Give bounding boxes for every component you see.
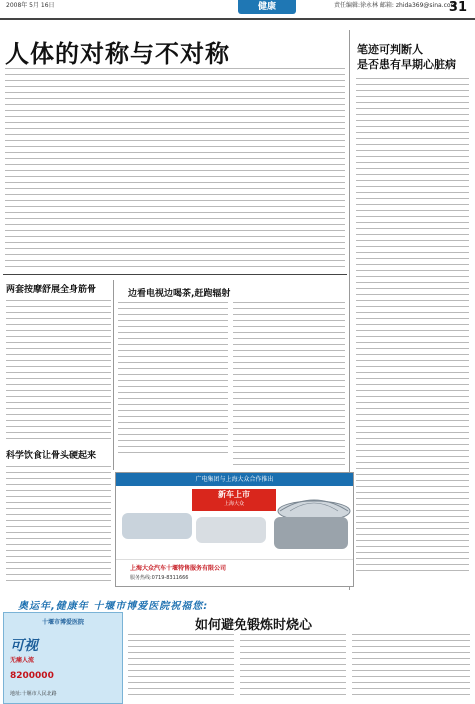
- bottom-article-body-col2: [240, 634, 346, 700]
- header-rule: [0, 18, 475, 20]
- bottom-article-title: 如何避免锻炼时烧心: [195, 618, 313, 633]
- car-image-hatchback: [274, 517, 348, 549]
- car-ad-dealer: 上海大众汽车十堰特售服务有限公司: [130, 565, 227, 572]
- lead-bottom-rule: [3, 274, 347, 275]
- car-image-white-sedan: [196, 517, 266, 543]
- editor-info: 责任编辑:徐永林 邮箱: zhida369@sina.com: [334, 2, 457, 9]
- car-image-silver-sedan: [122, 513, 192, 539]
- issue-date: 2008年 5月 16日: [6, 2, 55, 9]
- page-number: 31: [448, 0, 467, 15]
- sidebar-article-title-line2: 是否患有早期心脏病: [357, 58, 456, 71]
- clinic-advertisement[interactable]: [3, 612, 123, 704]
- section-tab: 健康: [238, 0, 296, 14]
- left-column-divider: [113, 280, 114, 470]
- car-ad-header: 广电集团与上海大众合作推出: [116, 473, 353, 486]
- clinic-ad-subtext: 无痛人流: [10, 657, 35, 664]
- promo-text: 奥运年,健康年 十堰市博爱医院祝福您:: [18, 601, 209, 612]
- lead-article-title: 人体的对称与不对称: [5, 39, 230, 68]
- radiation-article-body-col1: [118, 302, 228, 458]
- kneading-article-body: [6, 300, 111, 444]
- car-ad-banner: [192, 489, 276, 511]
- kneading-article-title: 两套按摩舒展全身筋骨: [6, 285, 97, 295]
- car-ad-banner-line2: 上海大众: [223, 501, 244, 507]
- sidebar-article-body: [356, 78, 469, 576]
- car-ad-banner-line1: 新车上市: [218, 490, 250, 499]
- bottom-article-body-col3: [352, 634, 470, 700]
- radiation-article-title: 边看电视边喝茶,赶跑辐射: [128, 289, 231, 299]
- car-advertisement[interactable]: [115, 472, 354, 587]
- radiation-article-body-col2: [233, 302, 345, 470]
- sidebar-article-title-line1: 笔迹可判断人: [357, 43, 423, 56]
- lead-article-body: [5, 68, 345, 272]
- bottom-article-body-col1: [128, 634, 234, 700]
- breakfast-article-title: 科学饮食让骨头硬起来: [6, 451, 97, 461]
- clinic-ad-big-text: 可视: [10, 638, 38, 654]
- car-ad-hotline: 服务热线:0719-8311666: [130, 575, 189, 581]
- clinic-ad-phone: 8200000: [10, 671, 54, 681]
- clinic-ad-address: 地址:十堰市人民北路: [10, 691, 57, 697]
- breakfast-article-body: [6, 466, 111, 586]
- clinic-ad-title: 十堰市博爱医院: [41, 619, 84, 626]
- car-ad-footer: [116, 559, 353, 586]
